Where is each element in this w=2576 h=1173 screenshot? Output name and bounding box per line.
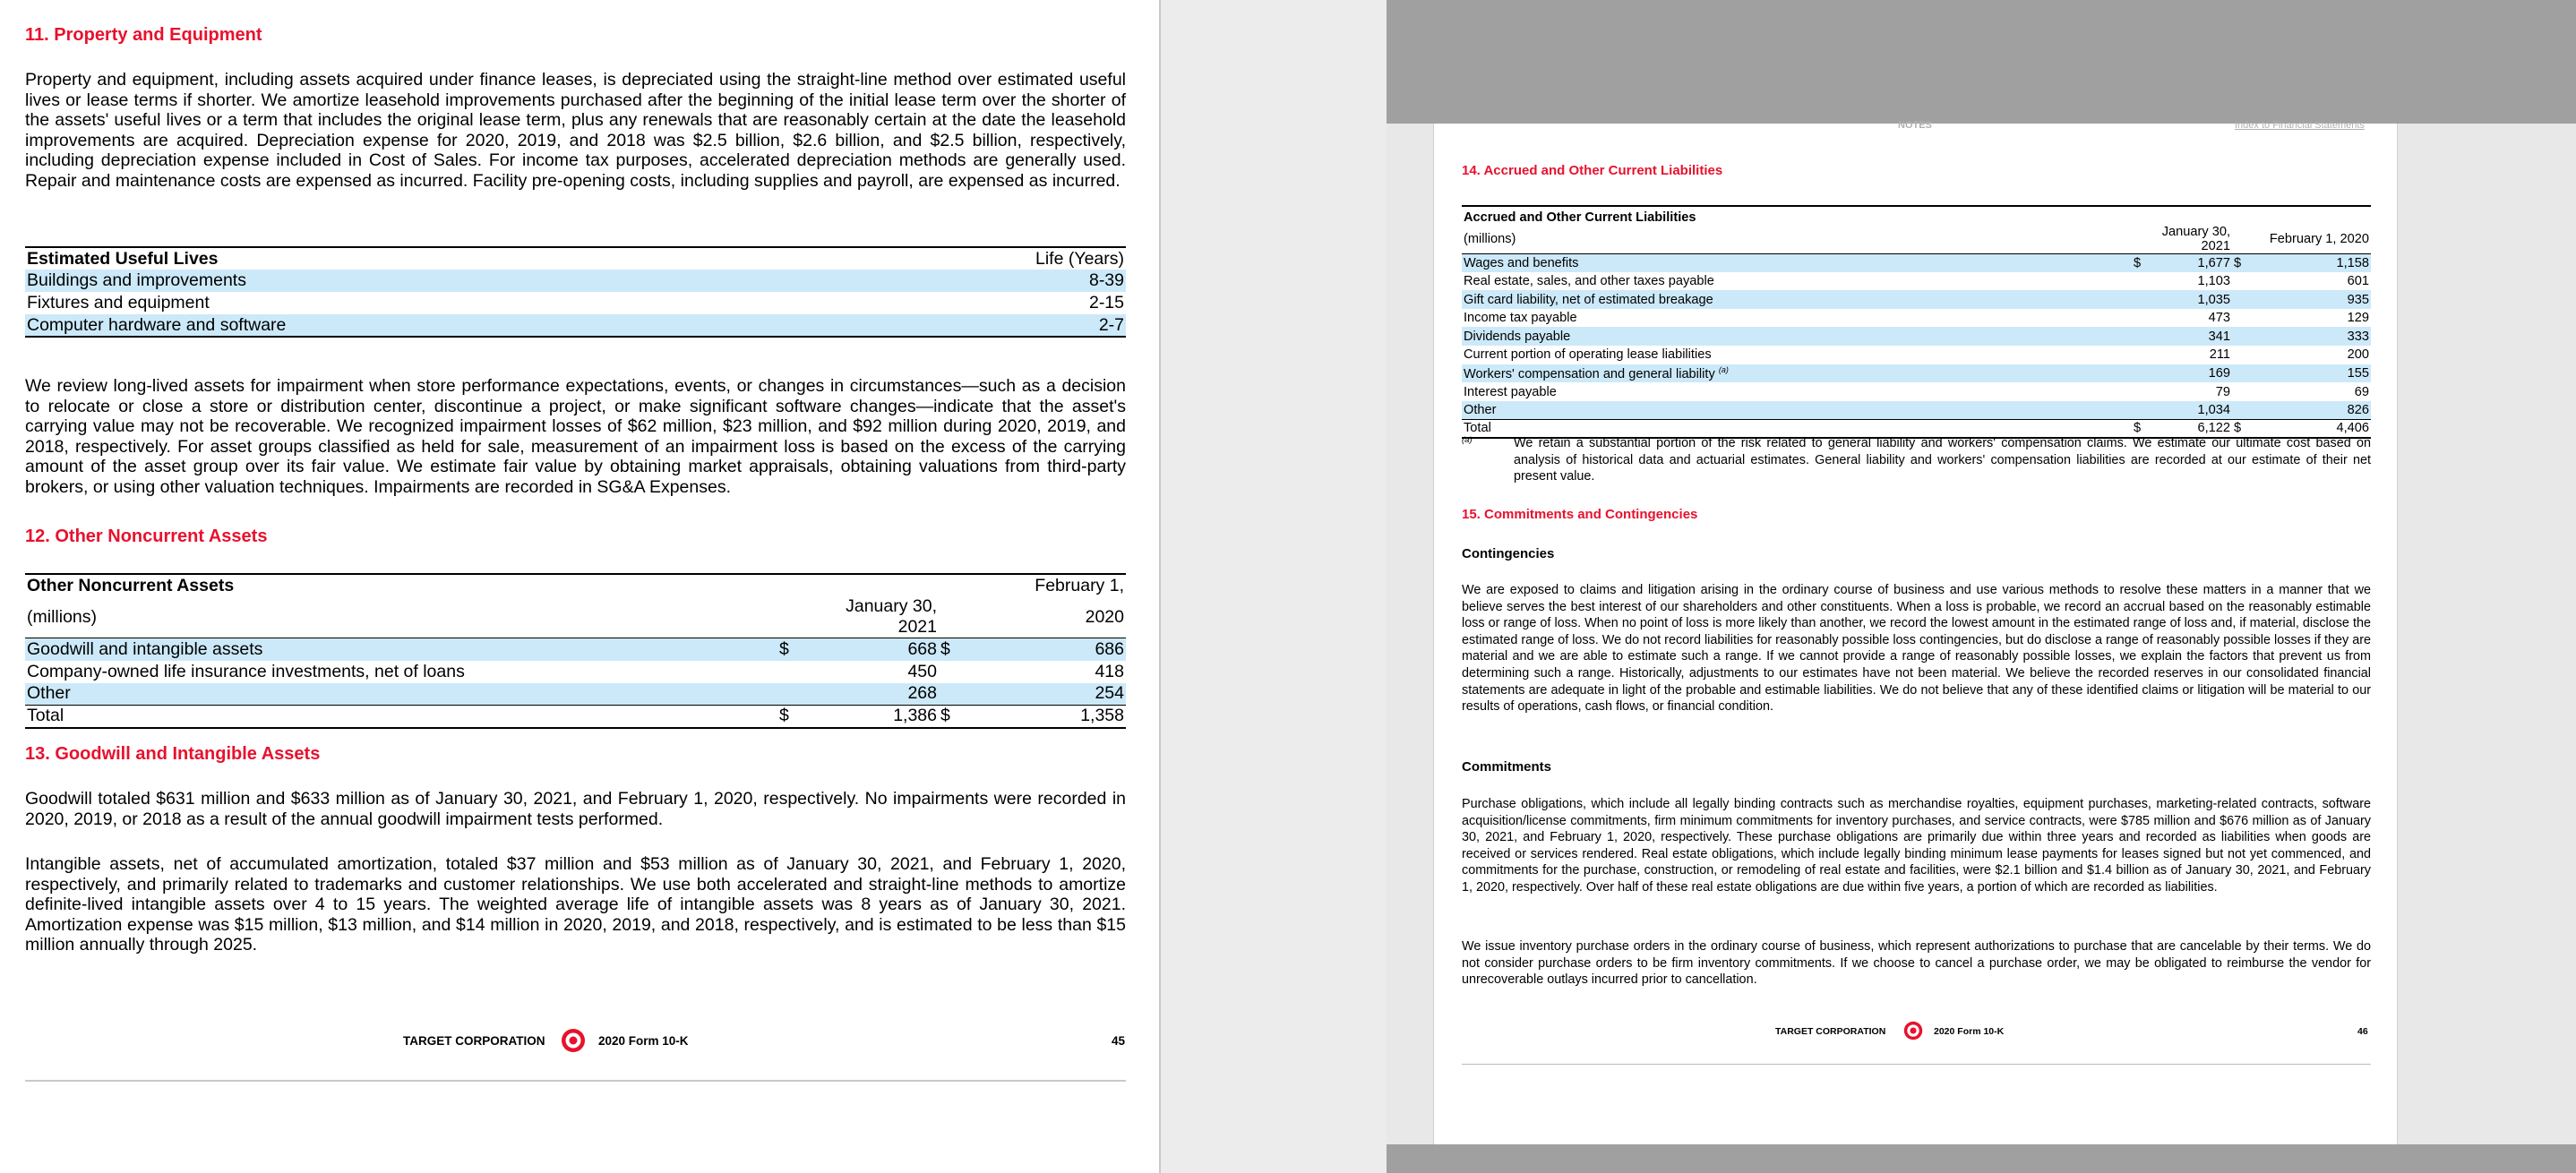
row-label: Gift card liability, net of estimated breakage <box>1464 292 1713 307</box>
row-label: Interest payable <box>1464 384 1557 399</box>
row-value: 1,103 <box>2197 273 2230 288</box>
row-value: 1,035 <box>2197 292 2230 307</box>
currency: $ <box>2234 421 2242 436</box>
section-11-paragraph-2: We review long-lived assets for impairment when store performance expectations, events, or changes in circumstances—such as a decision to relocate or close a store or distribution center, discontinue a project, or make significant software changes—indicate that the asset's carrying value may not be recoverable. We recognized impairment losses of $62 million, $23 million, and $92 million during 2020, 2019, and 2018, respectively. For asset groups classified as held for sale, measurement of an impairment loss is based on the excess of the carrying amount of the asset group over its fair value. We estimate fair value by obtaining market appraisals, obtaining valuations from third-party brokers, or using other valuation techniques. Impairments are recorded in SG&A Expenses. <box>25 376 1126 497</box>
section-11-paragraph-1: Property and equipment, including assets acquired under finance leases, is depreciated using the straight-line method over estimated useful lives or lease terms if shorter. We amortize leasehold improvements purchased after the beginning of the initial lease term over the shorter of the assets' useful lives or a term that includes the original lease term, plus any renewals that are reasonably certain at the date the leasehold improvements are acquired. Depreciation expense for 2020, 2019, and 2018 was $2.5 billion, $2.6 billion, and $2.5 billion, respectively, including depreciation expense included in Cost of Sales. For income tax purposes, accelerated depreciation methods are generally used. Repair and maintenance costs are expensed as incurred. Facility pre-opening costs, including supplies and payroll, are expensed as incurred. <box>25 70 1126 191</box>
footnote-marker: (a) <box>1462 435 1473 445</box>
column-header: Life (Years) <box>1035 248 1124 269</box>
row-label: Real estate, sales, and other taxes payable <box>1464 273 1714 288</box>
accrued-liabilities-table <box>1462 205 2371 439</box>
row-value: 155 <box>2347 365 2369 381</box>
table-row <box>25 638 1126 661</box>
currency <box>939 661 966 683</box>
row-value: 2-7 <box>1098 314 1124 335</box>
section-15-heading: 15. Commitments and Contingencies <box>1462 507 1698 522</box>
footer-company: TARGET CORPORATION <box>403 1034 545 1048</box>
currency: $ <box>2234 255 2242 270</box>
row-label: Goodwill and intangible assets <box>27 638 263 659</box>
section-13-heading: 13. Goodwill and Intangible Assets <box>25 744 321 764</box>
footer-form: 2020 Form 10-K <box>598 1034 689 1048</box>
row-value: 254 <box>1095 683 1124 704</box>
row-label: Current portion of operating lease liabilities <box>1464 347 1712 363</box>
currency <box>2232 272 2250 291</box>
footer-page-number: 46 <box>2357 1026 2368 1037</box>
currency <box>2132 290 2150 309</box>
row-value: 1,034 <box>2197 402 2230 417</box>
section-13-paragraph-1: Goodwill totaled $631 million and $633 million as of January 30, 2021, and February 1, 2020, respectively. No impairments were recorded in 2020, 2019, or 2018 as a result of the annual goodwill impairment tests performed. <box>25 789 1126 829</box>
section-13-paragraph-2: Intangible assets, net of accumulated amortization, totaled $37 million and $53 million as of January 30, 2021, and February 1, 2020, respectively, and primarily related to trademarks and customer relationships. We use both accelerated and straight-line methods to amortize definite-lived intangible assets over 4 to 15 years. The weighted average life of intangible assets was 8 years as of January 30, 2021. Amortization expense was $15 million, $13 million, and $14 million in 2020, 2019, and 2018, respectively, and is estimated to be less than $15 million annually through 2025. <box>25 854 1126 955</box>
row-value: 473 <box>2208 311 2230 326</box>
row-label: Total <box>27 706 64 726</box>
table-row <box>1462 327 2371 346</box>
table-subtitle: (millions) <box>1464 231 1516 246</box>
currency: $ <box>2134 421 2142 436</box>
row-label: Income tax payable <box>1464 311 1577 326</box>
row-value: 826 <box>2347 402 2369 417</box>
page-46 <box>1435 120 2397 1144</box>
footer-page-number: 45 <box>1112 1034 1126 1048</box>
row-value: 1,677 <box>2197 255 2230 270</box>
table-row <box>25 683 1126 706</box>
row-value: 668 <box>907 638 937 659</box>
column-header-jan: January 30, 2021 <box>846 596 937 637</box>
currency: $ <box>2134 255 2142 270</box>
table-row <box>25 270 1126 292</box>
currency <box>2132 327 2150 346</box>
row-value: 2-15 <box>1088 293 1124 313</box>
row-value: 686 <box>1095 638 1124 659</box>
row-value: 4,406 <box>2336 421 2369 436</box>
commitments-paragraph-2: We issue inventory purchase orders in the ordinary course of business, which represent authorizations to purchase that are cancelable by their terms. We do not consider purchase orders to be firm inventory commitments. If we choose to cancel a purchase order, we may be obligated to reimburse the vendor for unrecoverable outlays incurred prior to cancellation. <box>1462 939 2371 988</box>
running-header: NOTES <box>1898 120 1932 131</box>
commitments-paragraph-1: Purchase obligations, which include all legally binding contracts such as merchandise royalties, equipment purchases, marketing-related contracts, software acquisition/license commitments, firm minimum commitments for inventory purchases, and service contracts, were $785 million and $676 million as of January 30, 2021, and February 1, 2020, respectively. These purchase obligations are primarily due within three years and recorded as liabilities when goods are received or services rendered. Real estate obligations, which include legally binding minimum lease payments for leases signed but not yet commenced, and commitments for the purchase, construction, or remodeling of real estate and facilities, were $2.1 billion and $1.4 billion as of January 30, 2021, and February 1, 2020, respectively. Over half of these real estate obligations are due within five years, a portion of which are recorded as liabilities. <box>1462 797 2371 895</box>
table-row <box>1462 290 2371 309</box>
currency: $ <box>940 706 950 726</box>
table-title: Estimated Useful Lives <box>27 248 219 269</box>
column-header-feb-year: 2020 <box>1085 606 1124 627</box>
currency <box>2132 364 2150 383</box>
target-logo-icon <box>1903 1021 1923 1045</box>
row-label: Company-owned life insurance investments, net of loans <box>27 661 465 681</box>
page-45 <box>0 0 1159 1173</box>
currency <box>2232 290 2250 309</box>
table-row <box>1462 272 2371 291</box>
currency <box>2232 346 2250 364</box>
table-row <box>1462 253 2371 272</box>
table-subtitle: (millions) <box>27 606 97 627</box>
page-margin-right <box>2397 124 2576 1144</box>
row-value: 1,158 <box>2336 255 2369 270</box>
section-11-heading: 11. Property and Equipment <box>25 25 262 45</box>
row-label: Wages and benefits <box>1464 255 1579 270</box>
row-value: 450 <box>907 661 937 681</box>
currency <box>2132 309 2150 328</box>
viewer-background-bottom <box>1387 1144 2576 1173</box>
row-label: Dividends payable <box>1464 329 1571 344</box>
row-value: 333 <box>2347 329 2369 344</box>
currency <box>777 683 804 706</box>
row-value: 418 <box>1095 661 1124 681</box>
row-value: 169 <box>2208 365 2230 381</box>
footer-company: TARGET CORPORATION <box>1775 1026 1886 1037</box>
column-header-jan: January 30, 2021 <box>2161 224 2230 253</box>
currency <box>2132 272 2150 291</box>
footer-form: 2020 Form 10-K <box>1934 1026 2005 1037</box>
footer-rule <box>25 1080 1126 1082</box>
column-header-feb: February 1, <box>1035 576 1124 595</box>
target-logo-icon <box>561 1028 586 1057</box>
currency: $ <box>779 638 789 659</box>
noncurrent-assets-table <box>25 573 1126 729</box>
row-value: 601 <box>2347 273 2369 288</box>
table-row <box>1462 401 2371 420</box>
useful-lives-table <box>25 246 1126 338</box>
currency <box>777 661 804 683</box>
currency <box>2132 382 2150 401</box>
currency <box>2232 327 2250 346</box>
table-row <box>25 661 1126 683</box>
footnote-ref: (a) <box>1718 365 1729 375</box>
table-row <box>1462 309 2371 328</box>
currency: $ <box>779 706 789 726</box>
row-value: 341 <box>2208 329 2230 344</box>
table-row <box>1462 364 2371 383</box>
viewer-gutter <box>1161 0 1387 1173</box>
table-row <box>25 292 1126 314</box>
section-14-heading: 14. Accrued and Other Current Liabilities <box>1462 163 1723 178</box>
commitments-subheading: Commitments <box>1462 759 1552 775</box>
viewer-background-top <box>1387 0 2576 124</box>
row-label: Other <box>1464 402 1497 417</box>
total-row <box>25 706 1126 728</box>
table-title: Other Noncurrent Assets <box>27 576 235 595</box>
row-value: 935 <box>2347 292 2369 307</box>
currency <box>2132 401 2150 420</box>
row-label: Total <box>1464 421 1491 436</box>
row-label: Buildings and improvements <box>27 270 246 290</box>
page-margin-left <box>1387 124 1434 1144</box>
index-link[interactable]: Index to Financial Statements <box>2235 120 2365 131</box>
currency <box>2232 382 2250 401</box>
table-title: Accrued and Other Current Liabilities <box>1464 210 1696 225</box>
row-label: Fixtures and equipment <box>27 293 210 313</box>
currency: $ <box>940 638 950 659</box>
table-row <box>25 314 1126 337</box>
row-value: 211 <box>2209 347 2230 363</box>
section-12-heading: 12. Other Noncurrent Assets <box>25 527 268 546</box>
row-value: 79 <box>2215 384 2230 399</box>
currency <box>2232 401 2250 420</box>
table-row <box>1462 382 2371 401</box>
table-row <box>1462 346 2371 364</box>
currency <box>939 683 966 706</box>
currency <box>2132 346 2150 364</box>
footnote-text: We retain a substantial portion of the risk related to general liability and workers' compensation claims. We estimate our ultimate cost based on analysis of historical data and actuarial estimates. General liability and workers' compensation liabilities are recorded at our estimate of their net present value. <box>1514 436 2371 484</box>
row-value: 268 <box>907 683 937 704</box>
currency <box>2232 309 2250 328</box>
row-value: 8-39 <box>1088 270 1124 290</box>
currency <box>2232 364 2250 383</box>
column-header-feb: February 1, 2020 <box>2269 231 2369 246</box>
row-value: 1,358 <box>1080 706 1124 726</box>
row-value: 69 <box>2354 384 2369 399</box>
row-value: 200 <box>2347 347 2369 363</box>
row-label: Computer hardware and software <box>27 314 287 335</box>
row-value: 129 <box>2347 311 2369 326</box>
footer-rule <box>1462 1064 2371 1065</box>
row-value: 1,386 <box>893 706 937 726</box>
row-label: Other <box>27 683 71 704</box>
contingencies-paragraph: We are exposed to claims and litigation arising in the ordinary course of business and use various methods to resolve these matters in a manner that we believe serves the best interest of our shareholders and other constituents. When a loss is probable, we record an accrual based on the reasonably estimable loss or range of loss. When no point of loss is more likely than another, we record the lowest amount in the estimated range of loss and, if material, disclose the estimated range of loss. We do not record liabilities for reasonably possible loss contingencies, but do disclose a range of reasonably possible losses if they are material and we are able to estimate such a range. If we cannot provide a range of reasonably possible losses, we explain the factors that prevent us from determining such a range. Historically, adjustments to our estimates have not been material. We believe the recorded reserves in our consolidated financial statements are adequate in light of the probable and estimable liabilities. We do not believe that any of these identified claims or litigation will be material to our results of operations, cash flows, or financial condition. <box>1462 583 2371 715</box>
row-value: 6,122 <box>2197 421 2230 436</box>
contingencies-subheading: Contingencies <box>1462 546 1555 561</box>
row-label: Workers' compensation and general liability <box>1464 366 1715 381</box>
